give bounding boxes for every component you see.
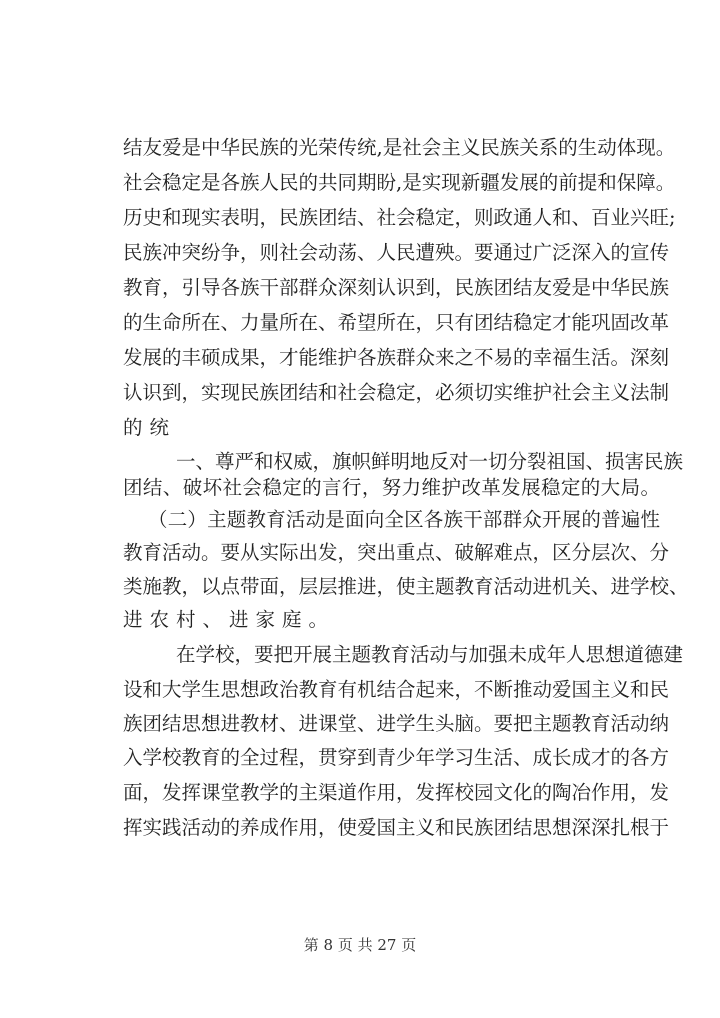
text-line: 发展的丰硕成果，才能维护各族群众来之不易的幸福生活。深刻	[123, 346, 670, 369]
text-line: 社会稳定是各族人民的共同期盼,是实现新疆发展的前提和保障。	[123, 171, 676, 194]
text-line: 面，发挥课堂教学的主渠道作用，发挥校园文化的陶冶作用，发	[123, 781, 670, 804]
text-line: 设和大学生思想政治教育有机结合起来，不断推动爱国主义和民	[123, 678, 670, 701]
text-line: 挥实践活动的养成作用，使爱国主义和民族团结思想深深扎根于	[123, 816, 670, 839]
text-line: 的统	[123, 416, 177, 439]
text-line: 结友爱是中华民族的光荣传统,是社会主义民族关系的生动体现。	[123, 136, 676, 159]
text-line: 一、尊严和权威，旗帜鲜明地反对一切分裂祖国、损害民族	[176, 450, 684, 473]
text-line: 入学校教育的全过程，贯穿到青少年学习生活、成长成才的各方	[123, 746, 670, 769]
text-line: （二）主题教育活动是面向全区各族干部群众开展的普遍性	[148, 508, 660, 531]
text-line: 类施教，以点带面，层层推进，使主题教育活动进机关、进学校、	[123, 575, 689, 598]
text-line: 认识到，实现民族团结和社会稳定，必须切实维护社会主义法制	[123, 381, 670, 404]
page-footer: 第 8 页 共 27 页	[303, 936, 417, 954]
text-line: 教育活动。要从实际出发，突出重点、破解难点，区分层次、分	[123, 541, 670, 564]
text-line: 的生命所在、力量所在、希望所在，只有团结稳定才能巩固改革	[123, 311, 670, 334]
text-line: 团结、破坏社会稳定的言行，努力维护改革发展稳定的大局。	[123, 476, 660, 499]
text-line: 在学校，要把开展主题教育活动与加强未成年人思想道德建	[176, 643, 684, 666]
text-line: 进农村、进家庭。	[123, 608, 336, 631]
text-line: 历史和现实表明，民族团结、社会稳定，则政通人和、百业兴旺;	[123, 206, 676, 229]
text-line: 族团结思想进教材、进课堂、进学生头脑。要把主题教育活动纳	[123, 712, 670, 735]
text-line: 民族冲突纷争，则社会动荡、人民遭殃。要通过广泛深入的宣传	[123, 241, 670, 264]
text-line: 教育，引导各族干部群众深刻认识到，民族团结友爱是中华民族	[123, 276, 670, 299]
